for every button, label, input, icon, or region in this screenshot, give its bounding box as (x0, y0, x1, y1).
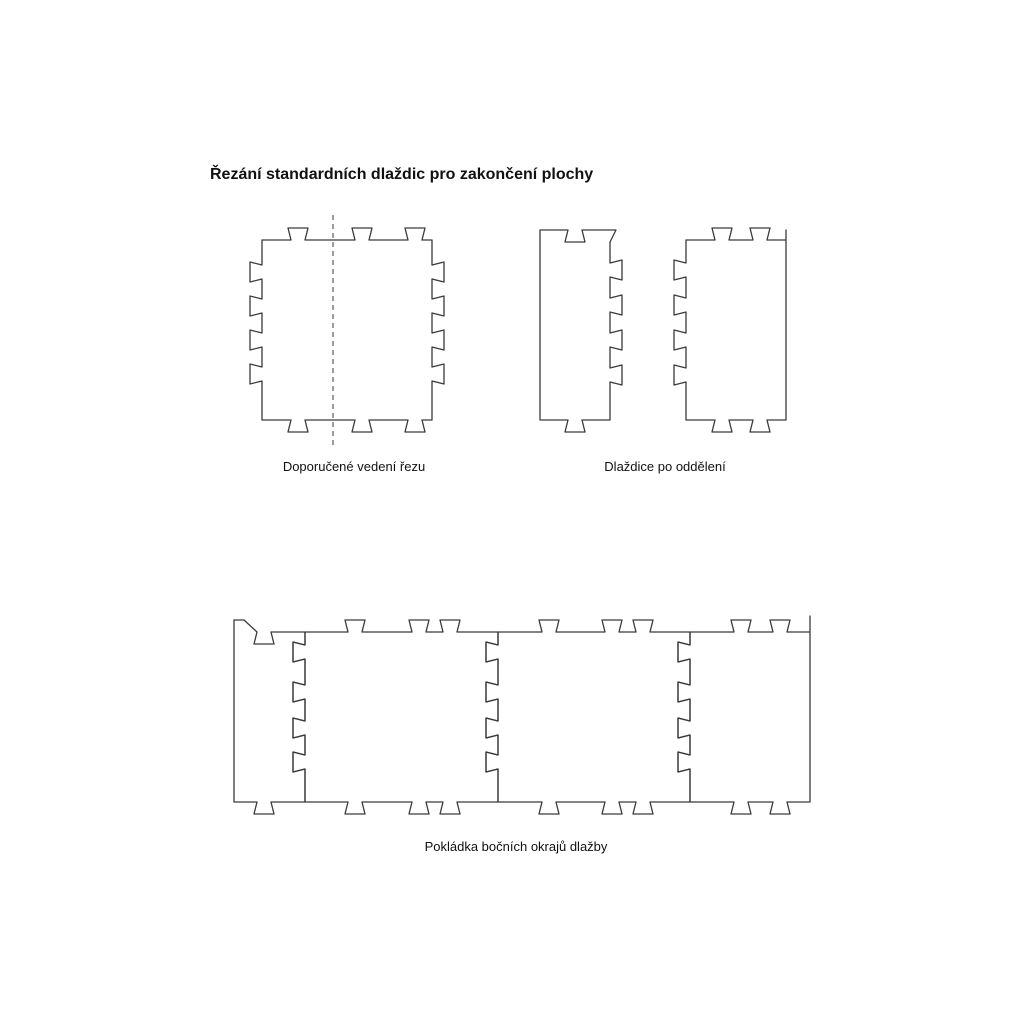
edge-tile-left (234, 620, 305, 814)
caption-cut-guide: Doporučené vedení řezu (282, 459, 426, 474)
diagram-side-edge-laying (234, 616, 810, 814)
tile-right-half (674, 228, 786, 432)
caption-tiles-after-separation: Dlaždice po oddělení (604, 459, 726, 474)
full-tile-1 (293, 620, 498, 814)
tile-left-half (540, 230, 622, 432)
diagram-cut-guide (250, 215, 444, 446)
caption-side-edge-laying: Pokládka bočních okrajů dlažby (424, 839, 608, 854)
full-tile-2 (486, 620, 690, 814)
edge-tile-right (678, 616, 810, 814)
puzzle-tile-full (250, 228, 444, 432)
page-title: Řezání standardních dlaždic pro zakončení plochy (210, 166, 594, 183)
diagram-tiles-after-separation (540, 228, 786, 432)
